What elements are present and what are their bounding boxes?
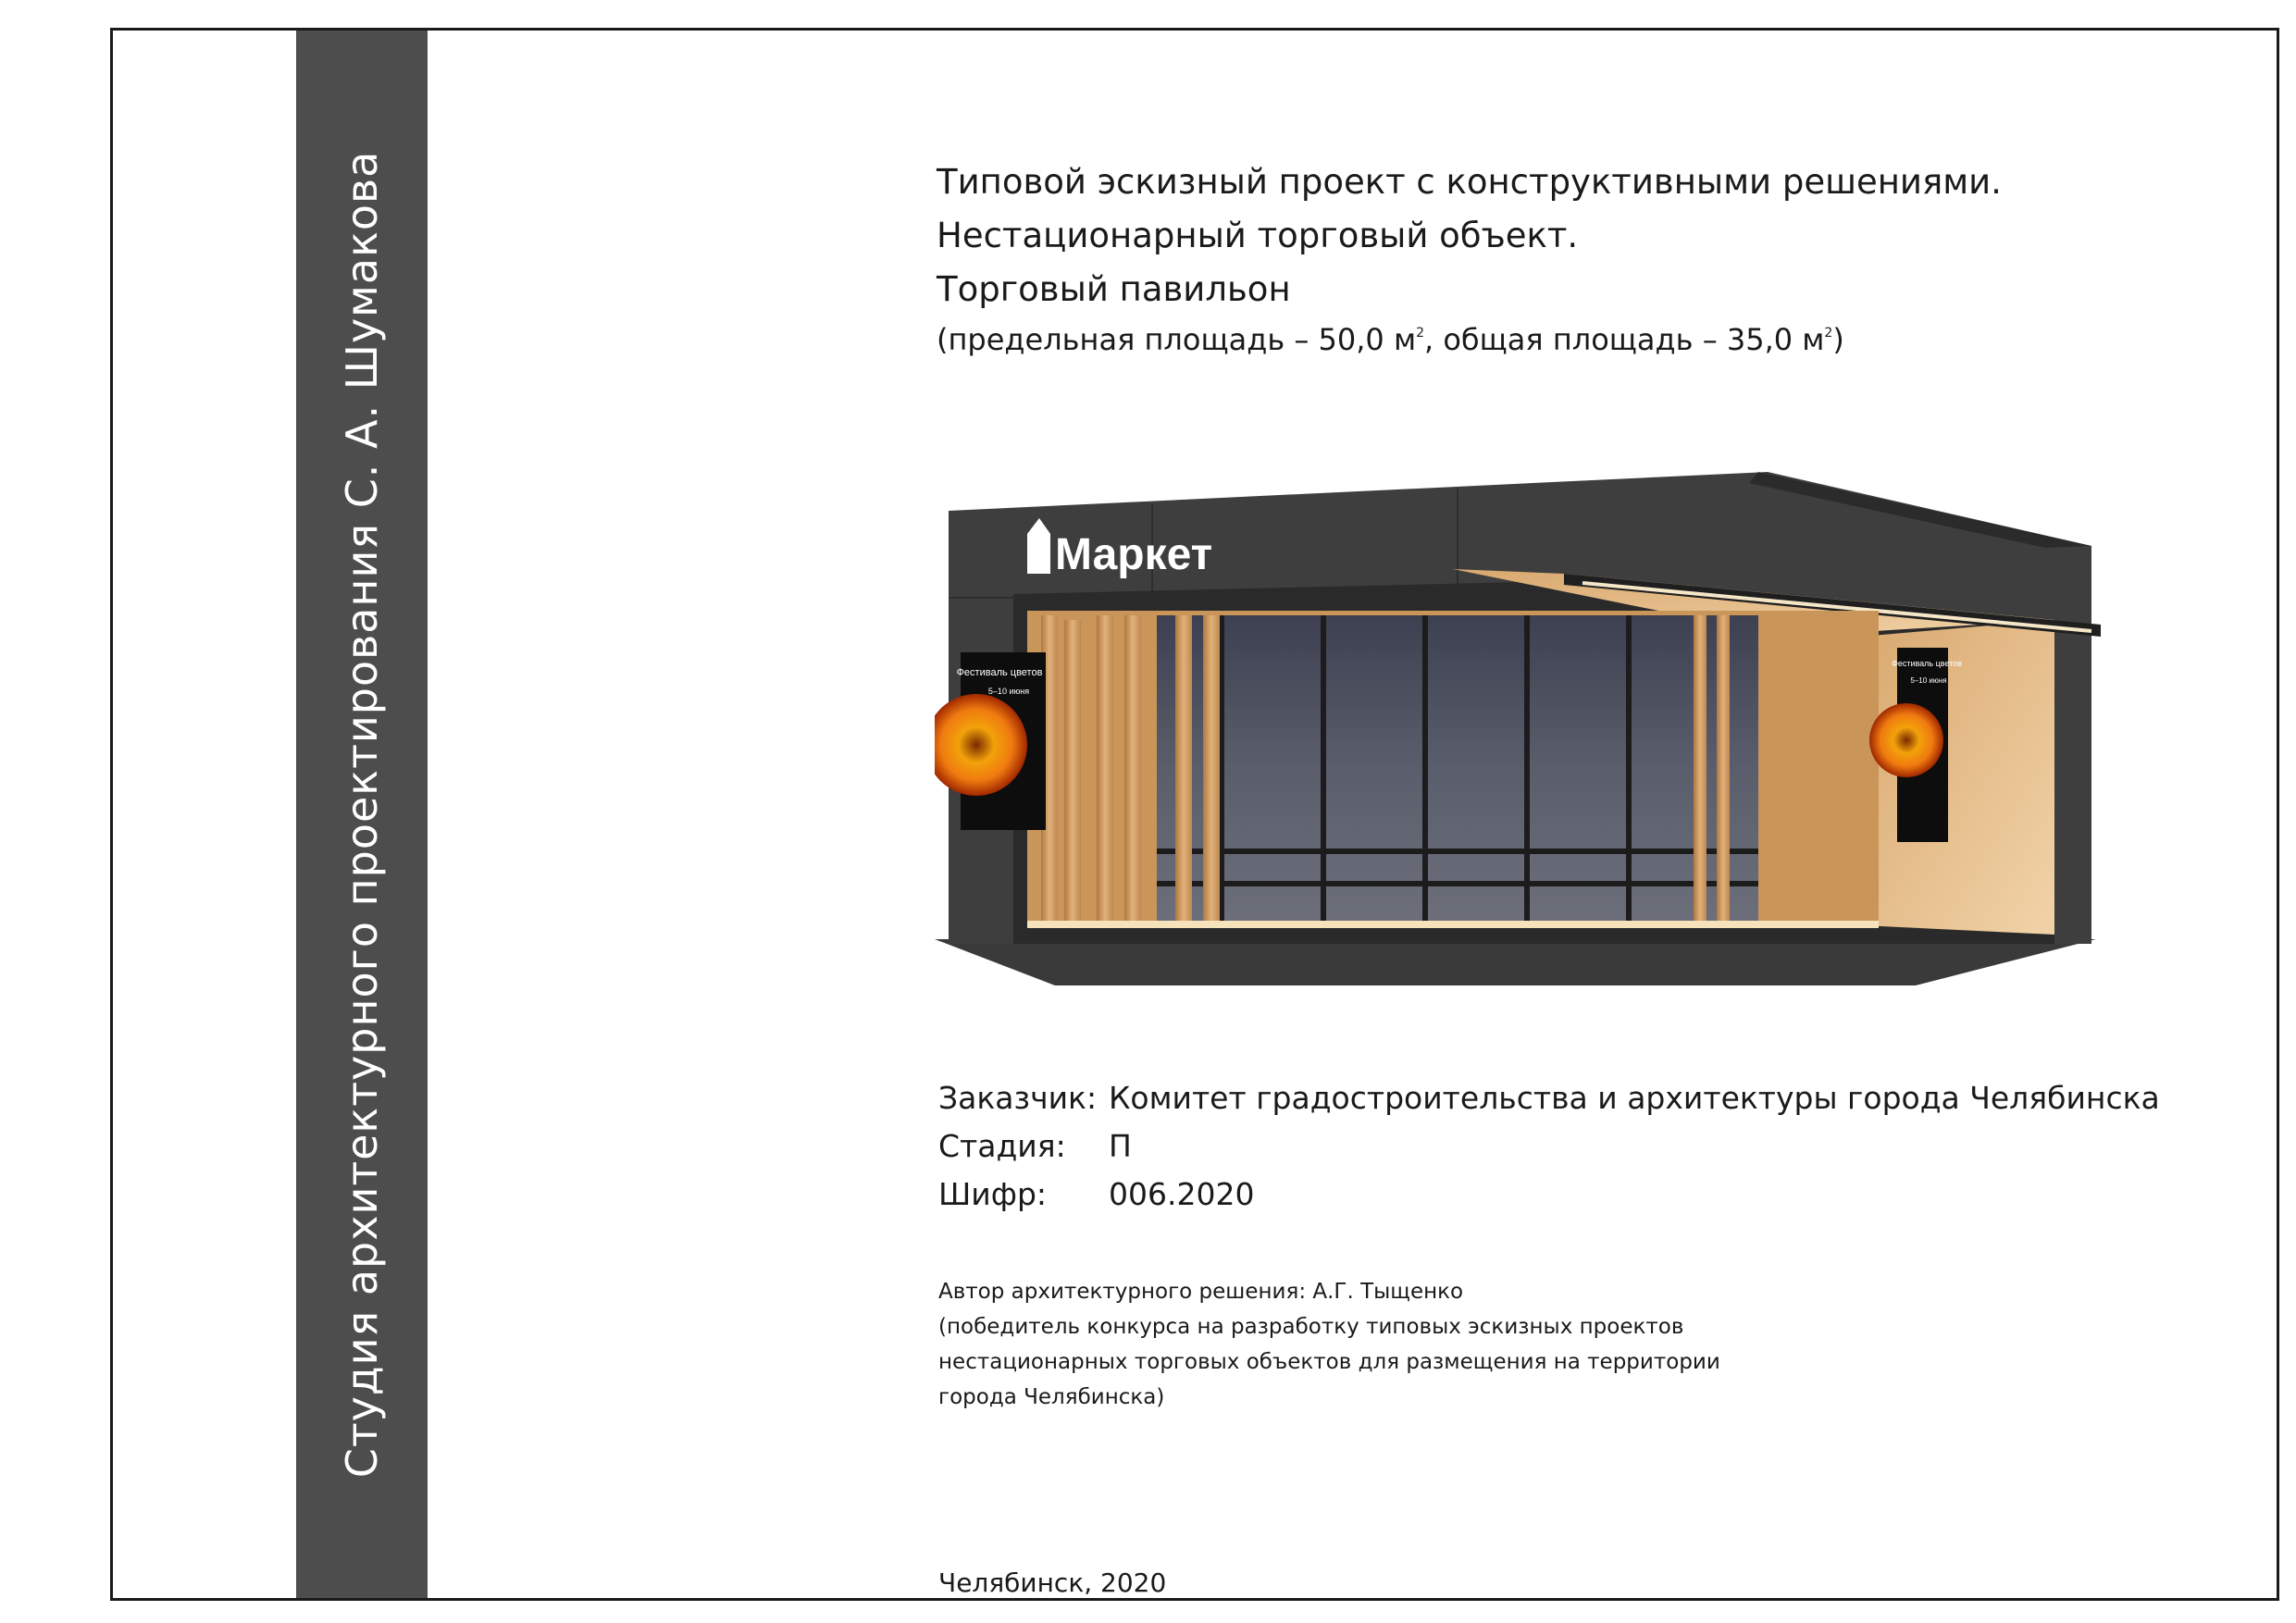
author-line-2: (победитель конкурса на разработку типовых эскизных проектов [938,1315,1684,1339]
pavilion-render [935,426,2101,990]
author-line-1: Автор архитектурного решения: А.Г. Тыщенко [938,1280,1464,1304]
title-line-3: Торговый павильон [937,269,1291,309]
area-line: (предельная площадь – 50,0 $м^2$, общая площадь – 35,0 $м^2$) [937,322,1844,357]
svg-text:5–10 июня: 5–10 июня [987,687,1030,696]
city-year: Челябинск, 2020 [938,1567,1167,1598]
svg-text:Фестиваль цветов: Фестиваль цветов [1892,659,1962,668]
stage-label: Стадия: [938,1127,1066,1164]
customer-label: Заказчик: [938,1079,1098,1116]
studio-label: Студия архитектурного проектирования С. А. Шумакова [337,150,387,1479]
svg-text:5–10 июня: 5–10 июня [1910,676,1947,685]
title-line-1: Типовой эскизный проект с конструктивными решениями. [937,162,2002,202]
project-title-block [937,155,2002,357]
author-line-4: города Челябинска) [938,1385,1165,1409]
title-line-2: Нестационарный торговый объект. [937,216,1579,255]
project-meta [938,1073,2160,1218]
sign-text: Маркет [1055,530,1213,579]
author-block [938,1274,1720,1415]
poster-right-flower [1869,703,1943,777]
svg-text:Фестиваль цветов: Фестиваль цветов [956,667,1043,678]
stage-row [938,1121,2160,1170]
code-label: Шифр: [938,1175,1048,1212]
glazing [1157,615,1758,921]
code-row [938,1170,2160,1218]
customer-value: Комитет градостроительства и архитектуры города Челябинска [1109,1079,2160,1116]
ground-slab [935,939,2096,985]
customer-row [938,1073,2160,1121]
stage-value: П [1109,1127,1132,1164]
code-value: 006.2020 [1109,1175,1255,1212]
author-line-3: нестационарных торговых объектов для размещения на территории [938,1350,1720,1374]
